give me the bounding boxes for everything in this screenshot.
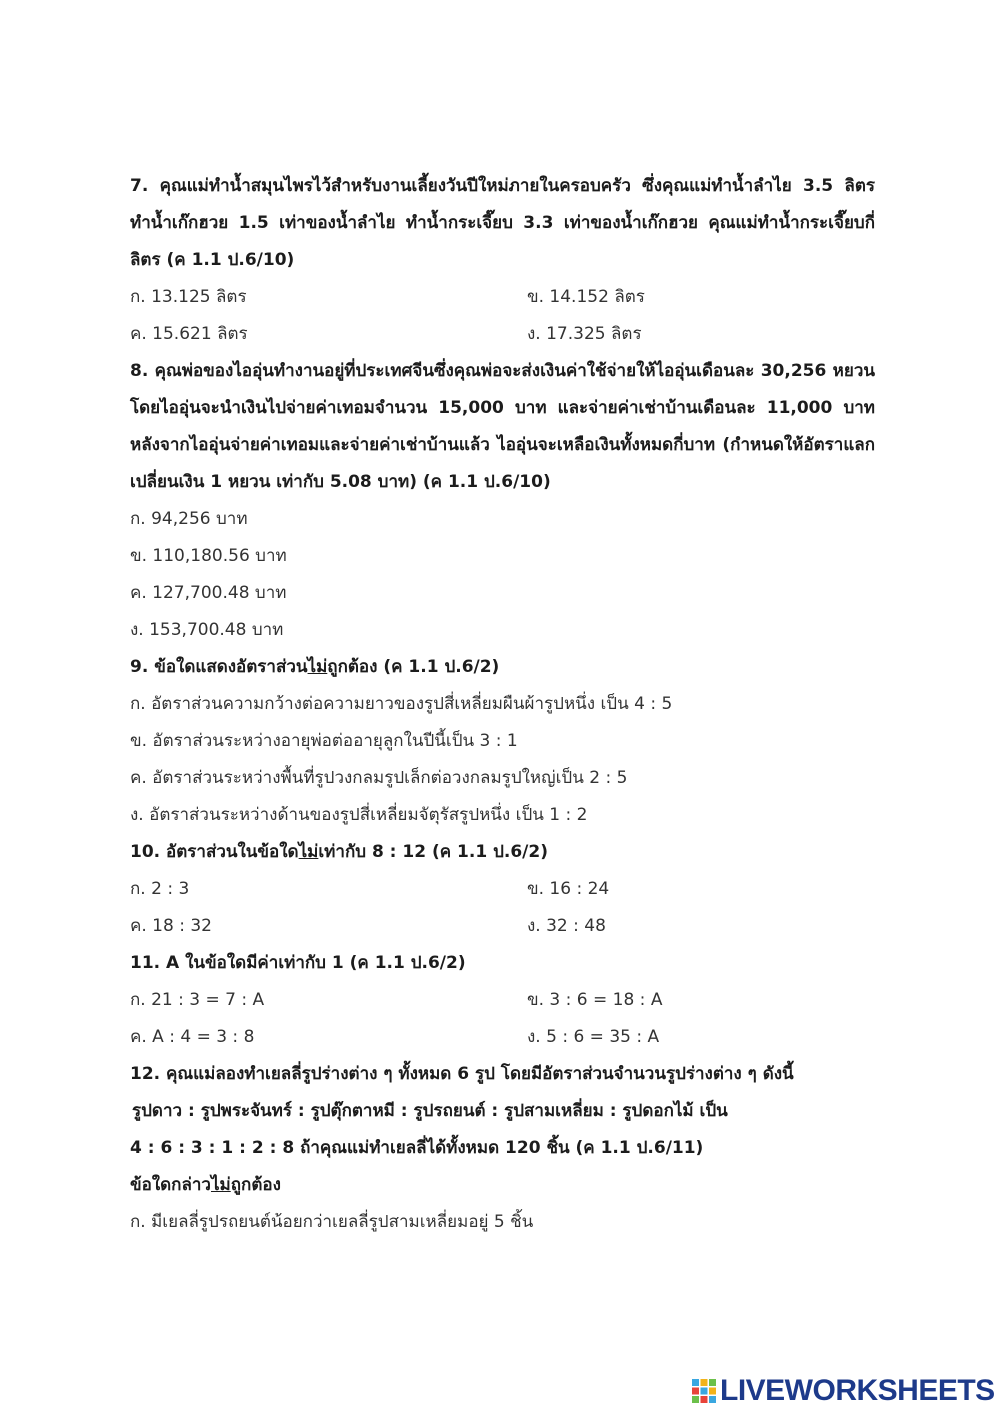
question-11-options-row-2 — [130, 1019, 875, 1056]
question-10-option-a[interactable]: ก. 2 : 3 — [130, 879, 190, 899]
question-12-line-4-start: ข้อใดกล่าว — [130, 1175, 211, 1195]
question-8-option-b[interactable]: ข. 110,180.56 บาท — [130, 546, 287, 566]
question-12-line-4 — [130, 1167, 875, 1204]
question-12-line-3: 4 : 6 : 3 : 1 : 2 : 8 ถ้าคุณแม่ทำเยลลี่ได้ทั้งหมด 120 ชิ้น (ค 1.1 ป.6/11) — [130, 1138, 704, 1158]
question-7-options-row-2 — [130, 316, 875, 353]
question-10-text-start: 10. อัตราส่วนในข้อใด — [130, 842, 299, 862]
question-8-text: 8. คุณพ่อของไออุ่นทำงานอยู่ที่ประเทศจีนซึ่งคุณพ่อจะส่งเงินค่าใช้จ่ายให้ไออุ่นเดือนละ 30,256 หยวนโดยไออุ่นจะนำเงินไปจ่ายค่าเทอมจำนวน 15,000 บาท และจ่ายค่าเช่าบ้านเดือนละ 11,000 บาท หลังจากไออุ่นจ่ายค่าเทอมและจ่ายค่าเช่าบ้านแล้ว ไออุ่นจะเหลือเงินทั้งหมดกี่บาท (กำหนดให้อัตราแลกเปลี่ยนเงิน 1 หยวน เท่ากับ 5.08 บาท) (ค 1.1 ป.6/10) — [130, 361, 875, 492]
question-11-option-a[interactable]: ก. 21 : 3 = 7 : A — [130, 990, 265, 1010]
question-9-option-a[interactable]: ก. อัตราส่วนความกว้างต่อความยาวของรูปสี่เหลี่ยมผืนผ้ารูปหนึ่ง เป็น 4 : 5 — [130, 694, 673, 714]
question-12-line-4-end: ถูกต้อง — [230, 1175, 281, 1195]
question-9-option-b[interactable]: ข. อัตราส่วนระหว่างอายุพ่อต่ออายุลูกในปีนี้เป็น 3 : 1 — [130, 731, 518, 751]
question-8-option-c[interactable]: ค. 127,700.48 บาท — [130, 583, 287, 603]
question-10-text — [130, 834, 875, 871]
question-10-option-d[interactable]: ง. 32 : 48 — [527, 916, 606, 936]
question-7-options-row-1 — [130, 279, 875, 316]
question-7-option-b[interactable]: ข. 14.152 ลิตร — [527, 287, 645, 307]
question-7-option-a[interactable]: ก. 13.125 ลิตร — [130, 287, 247, 307]
question-7-text: 7. คุณแม่ทำน้ำสมุนไพรไว้สำหรับงานเลี้ยงวันปีใหม่ภายในครอบครัว ซึ่งคุณแม่ทำน้ำลำไย 3.5 ลิตร ทำน้ำเก๊กฮวย 1.5 เท่าของน้ำลำไย ทำน้ำกระเจี๊ยบ 3.3 เท่าของน้ำเก๊กฮวย คุณแม่ทำน้ำกระเจี๊ยบกี่ลิตร (ค 1.1 ป.6/10) — [130, 176, 875, 270]
question-10-text-end: เท่ากับ 8 : 12 (ค 1.1 ป.6/2) — [318, 842, 548, 862]
question-10-underlined-word: ไม่ — [298, 842, 319, 862]
question-11-option-b[interactable]: ข. 3 : 6 = 18 : A — [527, 990, 663, 1010]
question-10-options-row-1 — [130, 871, 875, 908]
liveworksheets-logo-text: LIVEWORKSHEETS — [720, 1374, 995, 1407]
question-11-option-c[interactable]: ค. A : 4 = 3 : 8 — [130, 1027, 255, 1047]
question-7-option-c[interactable]: ค. 15.621 ลิตร — [130, 324, 248, 344]
question-10-options-row-2 — [130, 908, 875, 945]
question-11-options-row-1 — [130, 982, 875, 1019]
question-12-option-a[interactable]: ก. มีเยลลี่รูปรถยนต์น้อยกว่าเยลลี่รูปสามเหลี่ยมอยู่ 5 ชิ้น — [130, 1212, 534, 1232]
question-9-text-start: 9. ข้อใดแสดงอัตราส่วน — [130, 657, 308, 677]
question-11-text: 11. A ในข้อใดมีค่าเท่ากับ 1 (ค 1.1 ป.6/2) — [130, 953, 466, 973]
question-12-line-2: รูปดาว : รูปพระจันทร์ : รูปตุ๊กตาหมี : รูปรถยนต์ : รูปสามเหลี่ยม : รูปดอกไม้ เป็น — [132, 1101, 728, 1121]
question-9-text-end: ถูกต้อง (ค 1.1 ป.6/2) — [327, 657, 500, 677]
liveworksheets-logo — [692, 1375, 995, 1407]
question-12-underlined-word: ไม่ — [210, 1175, 231, 1195]
question-9-underlined-word: ไม่ — [307, 657, 328, 677]
worksheet-page — [130, 168, 875, 1241]
question-10-option-b[interactable]: ข. 16 : 24 — [527, 879, 610, 899]
question-8-option-d[interactable]: ง. 153,700.48 บาท — [130, 620, 284, 640]
question-9-option-c[interactable]: ค. อัตราส่วนระหว่างพื้นที่รูปวงกลมรูปเล็กต่อวงกลมรูปใหญ่เป็น 2 : 5 — [130, 768, 628, 788]
question-8-option-a[interactable]: ก. 94,256 บาท — [130, 509, 248, 529]
question-12-line-1: 12. คุณแม่ลองทำเยลลี่รูปร่างต่าง ๆ ทั้งหมด 6 รูป โดยมีอัตราส่วนจำนวนรูปร่างต่าง ๆ ดังนี้ — [130, 1064, 794, 1084]
liveworksheets-grid-icon — [692, 1379, 716, 1403]
question-9-text — [130, 649, 875, 686]
question-11-option-d[interactable]: ง. 5 : 6 = 35 : A — [527, 1027, 660, 1047]
question-9-option-d[interactable]: ง. อัตราส่วนระหว่างด้านของรูปสี่เหลี่ยมจัตุรัสรูปหนึ่ง เป็น 1 : 2 — [130, 805, 588, 825]
question-7-option-d[interactable]: ง. 17.325 ลิตร — [527, 324, 642, 344]
question-10-option-c[interactable]: ค. 18 : 32 — [130, 916, 212, 936]
